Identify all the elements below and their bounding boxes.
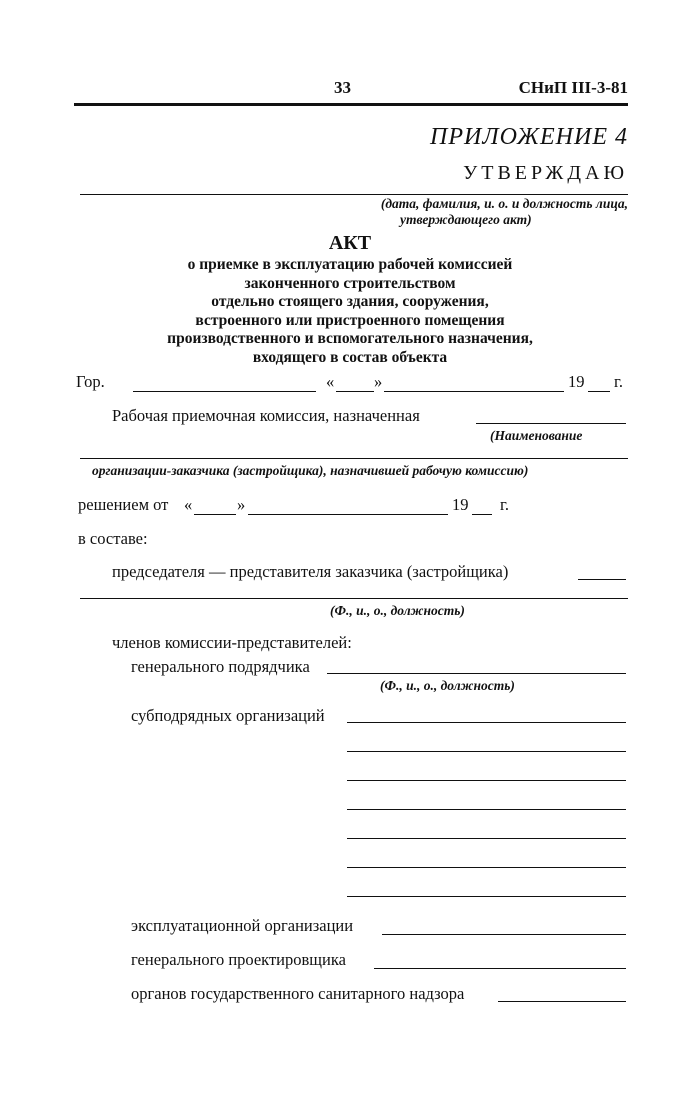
year-prefix: 19 [568, 372, 585, 391]
subcontractor-field[interactable] [347, 751, 626, 752]
general-designer-label: генерального проектировщика [131, 950, 346, 969]
general-contractor-field[interactable] [327, 673, 626, 674]
sanitary-field[interactable] [498, 1001, 626, 1002]
year-suffix: г. [614, 372, 624, 391]
approve-signature-line[interactable] [80, 194, 628, 195]
decision-quote-open: « [184, 495, 193, 514]
decision-year-prefix: 19 [452, 495, 469, 514]
act-subtitle-line: о приемке в эксплуатацию рабочей комиссией [187, 256, 513, 273]
subcontractor-field[interactable] [347, 722, 626, 723]
page-number: 33 [334, 78, 351, 97]
header-rule [74, 103, 628, 106]
chairman-label: председателя — представителя заказчика (застройщика) [112, 562, 509, 581]
chairman-hint: (Ф., и., о., должность) [330, 603, 465, 618]
approve-note-line1: (дата, фамилия, и. о. и должность лица, [380, 196, 628, 211]
act-subtitle-line: встроенного или пристроенного помещения [195, 311, 505, 329]
subcontractor-field[interactable] [347, 809, 626, 810]
quote-close: » [374, 372, 383, 391]
operating-org-field[interactable] [382, 934, 626, 935]
commission-org-field[interactable] [80, 458, 628, 459]
members-label: членов комиссии-представителей: [112, 633, 352, 652]
month-field[interactable] [384, 391, 564, 392]
operating-org-label: эксплуатационной организации [131, 916, 354, 935]
city-label: Гор. [76, 372, 105, 391]
act-subtitle-line: отдельно стоящего здания, сооружения, [211, 293, 489, 310]
subcontractors-label: субподрядных организаций [131, 706, 325, 725]
approve-note-line2: утверждающего акт) [400, 212, 532, 227]
decision-day-field[interactable] [194, 514, 236, 515]
chairman-field[interactable] [80, 598, 628, 599]
subcontractor-field[interactable] [347, 867, 626, 868]
act-subtitle-line: законченного строительством [244, 274, 456, 292]
commission-name-hint: (Наименование [490, 428, 583, 443]
composition-label: в составе: [78, 529, 148, 548]
city-field[interactable] [133, 391, 316, 392]
decision-month-field[interactable] [248, 514, 448, 515]
subcontractor-field[interactable] [347, 896, 626, 897]
act-title: АКТ [328, 232, 372, 254]
commission-name-field[interactable] [476, 423, 626, 424]
decision-year-suffix: г. [500, 495, 510, 514]
quote-open: « [326, 372, 335, 391]
document-code: СНиП III-3-81 [518, 78, 628, 97]
decision-quote-close: » [237, 495, 246, 514]
general-contractor-hint: (Ф., и., о., должность) [380, 678, 515, 693]
subcontractor-field[interactable] [347, 838, 626, 839]
approve-label: УТВЕРЖДАЮ [463, 162, 628, 184]
general-contractor-label: генерального подрядчика [131, 657, 310, 676]
subcontractor-field[interactable] [347, 780, 626, 781]
commission-org-hint: организации-заказчика (застройщика), назначившей рабочую комиссию) [92, 463, 529, 478]
act-subtitle-line: производственного и вспомогательного назначения, [167, 330, 533, 347]
commission-label: Рабочая приемочная комиссия, назначенная [112, 406, 420, 425]
chairman-field-short[interactable] [578, 579, 626, 580]
decision-label: решением от [78, 495, 169, 514]
appendix-title: ПРИЛОЖЕНИЕ 4 [430, 124, 628, 150]
decision-year-field[interactable] [472, 514, 492, 515]
general-designer-field[interactable] [374, 968, 626, 969]
day-field[interactable] [336, 391, 374, 392]
act-subtitle [100, 256, 600, 367]
year-field[interactable] [588, 391, 610, 392]
act-subtitle-line: входящего в состав объекта [252, 348, 448, 366]
sanitary-label: органов государственного санитарного надзора [131, 984, 465, 1003]
